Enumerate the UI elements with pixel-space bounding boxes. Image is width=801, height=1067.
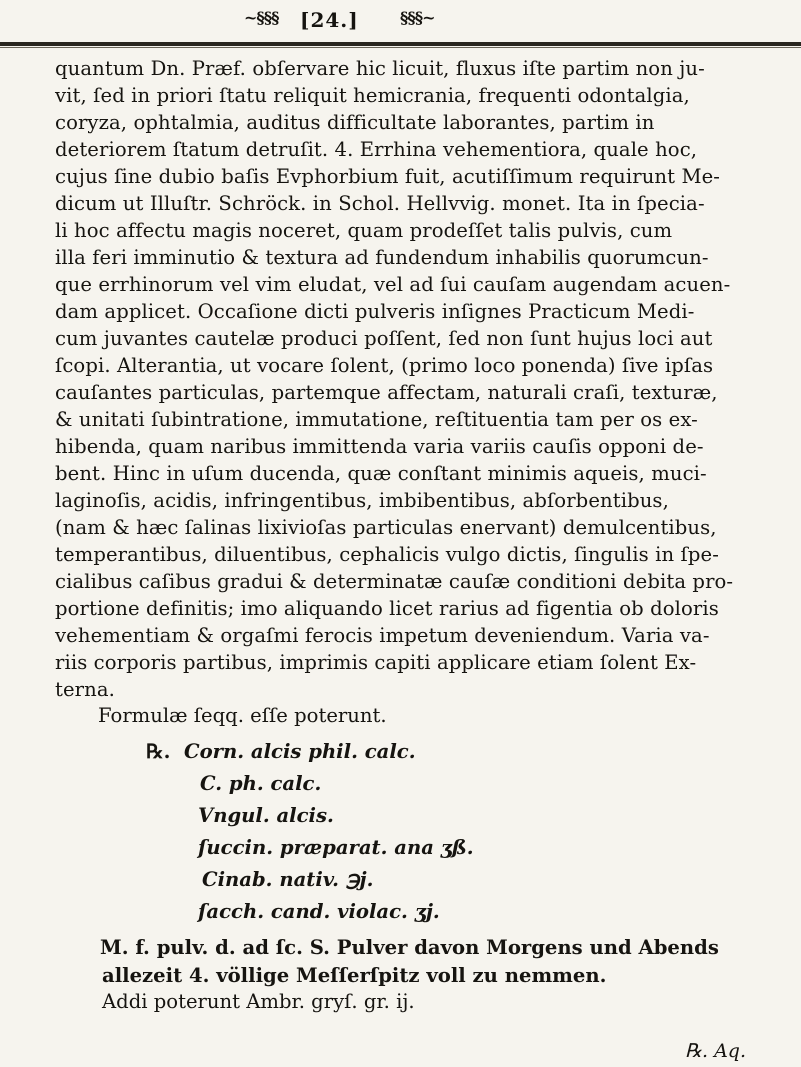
text-line: ſcopi. Alterantia, ut vocare ſolent, (primo loco ponenda) ſive ipſas xyxy=(55,354,714,377)
text-line: (nam & hæc ſalinas lixivioſas particulas enervant) demulcentibus, xyxy=(55,516,717,539)
text-line: vehementiam & orgaſmi ferocis impetum deveniendum. Varia va- xyxy=(55,624,710,647)
header-ornament-right: §§§~ xyxy=(400,8,435,27)
header-rule xyxy=(0,42,801,46)
text-line: quantum Dn. Præf. obſervare hic licuit, fluxus iſte partim non ju- xyxy=(55,57,705,80)
text-line: hibenda, quam naribus immittenda varia variis cauſis opponi de- xyxy=(55,435,704,458)
addition-note: Addi poterunt Ambr. gryſ. gr. ij. xyxy=(102,990,415,1013)
text-line: deteriorem ſtatum detruſit. 4. Errhina vehementiora, quale hoc, xyxy=(55,138,698,161)
text-line: bent. Hinc in uſum ducenda, quæ conſtant minimis aqueis, muci- xyxy=(55,462,707,485)
text-line: riis corporis partibus, imprimis capiti applicare etiam ſolent Ex- xyxy=(55,651,697,674)
text-line: illa feri imminutio & textura ad fundendum inhabilis quorumcun- xyxy=(55,246,709,269)
text-line: temperantibus, diluentibus, cephalicis vulgo dictis, ſingulis in ſpe- xyxy=(55,543,719,566)
german-directions: allezeit 4. völlige Meſſerſpitz voll zu nemmen. xyxy=(102,964,607,987)
text-line: li hoc affectu magis noceret, quam prodeſſet talis pulvis, cum xyxy=(55,219,673,242)
text-line: cauſantes particulas, partemque affectam, naturali craſi, texturæ, xyxy=(55,381,718,404)
recipe-item: C. ph. calc. xyxy=(200,772,322,795)
recipe-item: ſacch. cand. violac. ʒj. xyxy=(198,900,440,923)
formula-intro: Formulæ ſeqq. eſſe poterunt. xyxy=(98,704,387,727)
text-line: terna. xyxy=(55,678,115,701)
recipe-item: Cinab. nativ. ℈j. xyxy=(202,868,374,891)
text-line: cujus ſine dubio baſis Evphorbium fuit, acutiſſimum requirunt Me- xyxy=(55,165,721,188)
text-line: vit, ſed in priori ſtatu reliquit hemicrania, frequenti odontalgia, xyxy=(55,84,690,107)
text-line: portione definitis; imo aliquando licet rarius ad figentia ob doloris xyxy=(55,597,719,620)
text-line: que errhinorum vel vim eludat, vel ad ſui cauſam augendam acuen- xyxy=(55,273,731,296)
recipe-item: Corn. alcis phil. calc. xyxy=(184,740,416,763)
recipe-item: ſuccin. præparat. ana ʒß. xyxy=(198,836,474,859)
text-line: cum juvantes cautelæ produci poſſent, ſed non ſunt hujus loci aut xyxy=(55,327,713,350)
text-line: & unitati ſubintratione, immutatione, reſtituentia tam per os ex- xyxy=(55,408,698,431)
page-header xyxy=(0,6,801,32)
mixture-directions: M. f. pulv. d. ad ſc. S. Pulver davon Morgens und Abends xyxy=(100,936,719,959)
catchword: ℞. Aq. xyxy=(684,1040,746,1062)
text-line: coryza, ophtalmia, auditus difficultate laborantes, partim in xyxy=(55,111,655,134)
page-number: [24.] xyxy=(300,8,359,32)
text-line: dicum ut Illuſtr. Schröck. in Schol. Hellvvig. monet. Ita in ſpecia- xyxy=(55,192,705,215)
recipe-item: Vngul. alcis. xyxy=(198,804,334,827)
recipe-symbol: ℞. xyxy=(146,740,171,763)
main-paragraph xyxy=(55,55,775,703)
header-rule-thin xyxy=(0,47,801,48)
header-ornament-left: ~§§§ xyxy=(244,8,279,27)
text-line: cialibus caſibus gradui & determinatæ cauſæ conditioni debita pro- xyxy=(55,570,734,593)
text-line: dam applicet. Occaſione dicti pulveris inſignes Practicum Medi- xyxy=(55,300,695,323)
text-line: laginoſis, acidis, infringentibus, imbibentibus, abſorbentibus, xyxy=(55,489,669,512)
